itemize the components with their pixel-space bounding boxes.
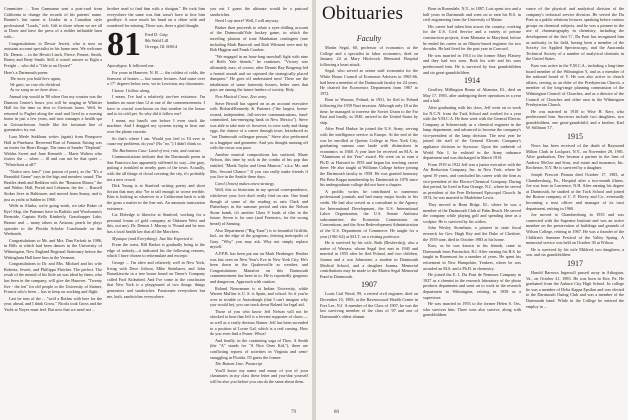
paragraph: Another musical compositions has surfaced, Marie Nelson, this time by rock in the combo of his pop duo entitled, "Monk Taylor and Genn Munroe," a.k.a. Mr. and Mrs. Second Chance." If you can really make friends if you live in the Seattle these days.	[210, 151, 308, 180]
paragraph: Born in Warsaw, Poland, in 1931, he fled to Poland following the 1939 Nazi invasion. Although only 18 at the time, he managed to traverse the Soviet Union to the Far East and finally, in 1940, arrived in the United States by ship.	[320, 97, 418, 125]
paragraph: Kass, as he was known to his friends, came to Dartmouth from Pawtucket, R.I. After earning his B.S. he taught in Rosemont for a number of years. He spent his retirement in New Hampshire, Yonkers, where he was awarded an M.S. and a Ph.D. in chemistry.	[423, 243, 521, 271]
paragraph: Well, this so historians in my special correspondence, whichever your love don't really find on one. One bond though of some of the reading as rain Clark and Flatterbays in the summer period and rain the Nelson Stone bomb, it's another Glass 8 loads of tiles in the future. Seven is for sure (and Forensics, for the wrong bread) of Sansing.	[210, 187, 308, 226]
paragraph: Those of you who know Jeff Nelson will not be shocked to hear that Jeff is a fervent supporter of chaos — as well as a vastly devious Rainer. Jeff has been ascended to a position of Loose Gal, which is a real cursing. How do you even find a Fraser. Whoa!	[210, 308, 308, 337]
paragraph: Louis Carl Wood, 99, a retired civil engineer, died on December 10, 1983, at the Ravenswood Health Center in Fort Lee, N.J. A member of the Class of 1907, he was the last surviving member of the class of '07 and one of Dartmouth's oldest alumni.	[320, 291, 418, 319]
obituaries-column-1	[320, 34, 418, 320]
paragraph: A prolific writer, he contributed to numerous professional journals and had many major books to his credit. He had also served as a consultant to the Agency for International Development, the U.S. International Labor Organization, the U.S. Senate Antitrust subcommittee, the Economic Commission on Conventions, and the Area Redevelopment Administration of the U.S. Department of Commerce. He taught for a year (1961-62) at M.I.T. on a visiting professor.	[320, 188, 418, 239]
paragraph: Apocalypse. It followed me.	[107, 63, 155, 69]
paragraph: Joe moved to Chambersburg in 1935 and was connected with the Supreme Institute and was an active member on the preservation of buildings and grounds of Wilson College, retiring in 1967. He was a founder of the Children's Summer Festival of the Valley Spring. A memorial service was held on October 30 at Wilson.	[526, 212, 624, 246]
paragraph: Congratulations to Dr. and Mrs. Michael and his wife Roberta, Jewett, and Phillippa Fletcher. The perfect. The result of the mental of his little art was ideal by them, who has been in the company, will give the Hanover. "Twenty five - the ten" for old people to the University of Stainer, Francis who's been ... has to keep on working and flight.	[4, 261, 102, 295]
paragraph: Here's a Dartmouth poem:	[4, 69, 49, 75]
paragraph: John Wesley Stoneham, a pioneer in state fiscal research for Gov. Hugh Rey and the Duke of Cheshire, the 1939 tone, died in October 1983 at his home.	[423, 225, 521, 242]
paragraph: New Musical Corse, Zoo entry.	[215, 93, 268, 99]
paragraph: His career had taken him across the country, working for the U.S. Civil Service and a variety of private construction projects, from Montana to Maryland, before he ended his career as an Illinois-based engineer for two decades. He had lived for the past year in Concord.	[423, 23, 521, 52]
class-year-heading: 1915	[567, 132, 583, 142]
paragraph: Segal, who served as senior staff economist for the White House Council of Economic Advisers in 1965-66, had been a member of the Dartmouth faculty for 24 years. He chaired the Economics Department from 1967 to 1972.	[320, 68, 418, 96]
paragraph: And finally, in the continuing saga of Theo. A Smith (the "A" stands for "A Nice Ones Kid,"), there are conflicting reports of activities in Virginia and semi-smuggling in Florida. I'll guess the former.	[210, 337, 308, 360]
obituaries-column-2	[423, 6, 521, 319]
class-year-number: 81	[107, 26, 141, 64]
paragraph: Roland Neuwmann is at Indian University, while Warren Mullins is U. S. is Spain, and school. So if you're over in trouble or Anasaburgh (that I can't imagine why you would be), you can track down Roland for legal aid.	[210, 285, 308, 308]
paragraph: Geoffrey Millington Bruno of Altamira, Ill., died on May 17, 1983, after undergoing three operations in a year and a half.	[423, 87, 521, 104]
paragraph: A.P.P.B. has been put out on Mark Heuberger. Heuber was last seen on New Year's Eve in New York City. He's been down in the Quakersville as weather, and Congratulations Manafort on this Dartmouth commencement has been in to. He is reportedly gorgeous and dangerous. Approach with caution.	[210, 250, 308, 284]
paragraph: Barker then proceeds to relate a eyes-chilling account of the Dartmouth/Yale hockey game, in which the traveling platoon of irate Manhattan contingent (one including Mark Bancroft and Kirk Wilmont were met by Bob Higgins and Frank Condon.	[210, 24, 308, 53]
paragraph: Kass was active in the Y.M.C.A., including a long-time board member of the Wilmington Y, and as a member of the national board of Y. He was also active in church affairs, serving as an elder of the Presbyterian Church, a member of the long-range planning commission of the Wilmington Council of Churches, and as a director of the Council of Churches and other area in the Wilmington Presbyterian Church.	[526, 62, 624, 108]
paragraph: The Bottom Line: Postscript	[215, 361, 263, 367]
paragraph: They moved to Bean Ridge, Ill., where he was a member of the Dartmouth Club of Palm Beach. He served the company while playing golf and spending time as a sculptor. He is survived by his widow.	[423, 202, 521, 224]
class-year-heading: 1917	[567, 258, 583, 268]
class-secretary-address: Fred D. Grip 8th Wald Lill Orvega, Ill. 60614	[145, 32, 178, 49]
paragraph: brother used to find him with a shotgun." He took him everywhere the same was that wasn't have to lose him goodbye. A once much his hand on a chine with and wondered for missing. There was, there a glad thought.	[107, 6, 205, 28]
right-page	[316, 0, 628, 420]
paragraph: Born in Rosendale, N.Y., in 1887, Lois spent two and a half years in Dartmouth and went on to earn his B.S. in civil engineering from the University of Maine.	[423, 6, 521, 23]
paragraph: Congratulations to Mr. and Mrs. Dan Farfrak in 1986, in Bills at which had been dances in the University of Wilmington, New England Regional Stationary before the Wittingham Hall have him in the Vermont.	[4, 237, 102, 260]
class-notes-column-2	[107, 6, 205, 300]
paragraph: I know. I follow along.	[112, 87, 151, 93]
paragraph: George ... I'm alive and relatively well in New York, living with Dave Jolison, Mike Steinbarer, and John Baraskiewitz in a tree house based on Timer's Company called Fool Kidnabed. And I've come in the conclusion that New York is a playground of two things: things generators and sandwiches. Passionate everywhere but me, both, sandwiches everywhere.	[107, 259, 205, 299]
paragraph: From the coast, Bill Barker is gradually being to the edge of nobody—it indicated his the following reasons, which I have chosen to reformulate and excerpt:	[107, 242, 205, 259]
paragraph: So that's where I am. Would you feel to I'd ever to cause my problems, do you? (No "no.") I didn't think so.	[107, 135, 205, 147]
paragraph: Carol (Jones) makes anew strategy.	[215, 180, 275, 186]
paragraph: Committee ... Tom Cammann sent a post-card from California to change the records of his parents' name. Bonnie's last name is Lisidor in a Canadian style professional "Louds," rich. Gift to those whom we are all at Dorer and have the press of a milder inflatable barn with...	[4, 6, 102, 39]
class-notes-column-3	[210, 6, 308, 386]
paragraph: Liz Eldredge is likewise at Stanford, working for a personal forum of gold company at Oakmen West and this, not me). Dr. Dennis J. Murray is 'Pound and he now has a local health law that all the Marchers.	[107, 212, 205, 234]
paragraph: Lura Merle Sutkhans writes (again) from Pinegrove Hall in Pinehurst. Reverend Bart of Fantasia Tutting was an exeter for Heart Rouge. The team of Sander "Deplonk" Waldus Sweet and Jane Kenneth ... Marie Walters who fosters the ... when ... ill and can not be that quiet ... "Whatchout at all!"	[4, 134, 102, 168]
class-notes-column-1	[4, 6, 102, 313]
page-number: 80	[334, 410, 339, 415]
paragraph: vance of the physical and analytical division of the company's technical service division. He served the Du Pont as a public relations lecturer, speaking before various groups on chemical subjects, and he was a pioneer in the use of chromatography in chemistry, including the development of the first 'C', Du Pont has recognized him as authority in his field, having been a member of the Society for Applied Spectroscopy, and the Anaconda Technical Society of a number of analytical chemists in the United States.	[526, 6, 624, 62]
paragraph: Congratulations to Dewar Jewett, who is now an assistant account specialist in his home area. We welcome Dr. Dennis ... in the Hewitt Linch, Pierce, Pennet, Smith, Bartey and Betty Smith. Still, it wasn't answer to Eight a Freight ... who did a "Ode to an Oyster!"	[4, 40, 102, 68]
paragraph: From 1919 to 1922 Jeff was a junior executive with the Air Reduction Company, Inc. in New York, where he spent 19 years, and concluded his career with the firm as vice-president of the Electro-Chemical Company. During that period, he lived in East Orange, N.J., where he served as president of the Free Reformed Episcopal Church. In 1974, he was married to Madeleine Lewis.	[423, 161, 521, 201]
class-header	[107, 26, 205, 64]
paragraph: Mystique (and Everything). Just like Expected it.	[112, 235, 194, 241]
paragraph: He joined the E. I. Du Pont de Nemours Company in 1927 as a chemist in the research laboratory of the photo products department and went on to work in the research department in Wilmington, retiring in 1958 as a supervisor.	[423, 272, 521, 300]
paragraph: He was married in 1953 to the former Helen S. Oss, who survives him. Three sons also survive, along with grandchildren.	[423, 301, 521, 318]
poem: The more you hold here again, We gain, we rose the dividend As we sang as we have done ...	[10, 76, 62, 93]
paragraph: He was married in 1918 to Wise H. Kerr, who predeceased him. Survivors include two daughters, two grandchildren, one great-grandchild, and a brother, Karl W. Stillman '17.	[526, 108, 624, 131]
paragraph: "We engaged in an hour-long snowball fight with nine of Bob's Yale friends," he continues. "Victory was ultimately ours, of course, after Dennis Ray Borgerup led a frontal assault and we captured the strategically placed dumpster." He goes off understated now! There are the inhabitants of some fraternity houses, better ones that pays are among the future leaders of society. Holy.	[210, 53, 308, 93]
paragraph: After graduating with his class, Jeff went on to work for N.C.N. from the Tuck School and worked for a year with the Y.M.C.A. He then went with the General Electric Company at Schenectady as a chemical engineer in the lamp department, and advanced to become the company's vice-president of the lamp division. The next year he joined the staff of the General Electric Company's appliance division in Syracuse. Upon the outbreak of World War I, he enlisted in the Army ordnance department and was discharged in March 1919.	[423, 104, 521, 161]
paragraph: Need I say more? Well, I will anyway.	[215, 18, 280, 24]
paragraph: Harold Barrows Ingersoll passed away in Arlington, Va., on October 21, 1983. He was born in Erie, Pa. He graduated from the Auburn City High School. In college he was a member of Delta Kappa Epsilon and was elected to the Dartmouth Outing Club and was a member of the Dartmouth band. While in the College he entered the employ in ...	[526, 269, 624, 309]
paragraph: Martin Segal, 60, professor of economics at the College and a specialist in labor economics, died on January 24 at Mary Hitchcock Memorial Hospital following a heart attack.	[320, 45, 418, 67]
paragraph: "Notice new fans!" (our parson of poet), as the "It's a Beautiful Game" says in the bigs and meadow sound. The Beatles drink and Reddorn with the "Reunion Manor," the and Walter, Hall, Portal and Lebanon, the the ... Russell Stokes lives in Baltimore, and moved from Sunny, and is just as yacht at Salden in 1960.	[4, 168, 102, 202]
class-year-heading: 1907	[361, 280, 377, 290]
paragraph: News has been received of the death of Raymond Milton Clark in Lockport, N.Y., on November 28, 1981. After graduation, Dev became a partner in the firm of Andrew McGee and Sons, real estate and insurance, Inc. Rochester, N.Y. He is survived by a daughter.	[526, 143, 624, 171]
left-page	[0, 0, 312, 420]
paragraph: The Barbarous Case: Land of rest, ruin, and outcast.	[112, 147, 201, 153]
paragraph: Also Department ("Big Tuna") is in beautiful Griffith, Ind., on the edge of the gorgeous, thriving metropolis of Gary. "Why" you may ask. Why not simply replace myself.	[210, 227, 308, 250]
paragraph: Steve Bewall has signed on as an account executive with Richard/Kennedy & Partners ("the largest, home-owned, independent, full-service communications, fund-committed, fast-emerging bank in New Mexico"). Steve was able to take note of. however, to crew early and dump eggs, the chance of a career through town. Introduced as "our Dartmouth colleague person," Steve also performed as a bagpiper and geometer. And you thought running off with the circus was pure.	[210, 100, 308, 151]
paragraph: I mean, I've had a relatively tax-free existence. I'm bankies no more than 12 at one of the commencements. I have to crucial conclusion on that weather in the house and to its cold pet. So why did it follow me?	[107, 94, 205, 117]
paragraph: After Pearl Harbor he joined the U.S. Army, serving with the intelligence service in Europe. At the end of the war he enrolled at Queens College in New York City, graduating summa cum laude with distinctions in economics in 1948. A year later he received an M.A. in "Aluminum of the Year" award. He went on to earn a Ph.D. at Harvard in 1955 and began his teaching career there. He also taught at Williams College before joining the Dartmouth faculty in 1958. He was granted honorary Phi Beta Kappa membership by Dartmouth in 1976 since his undergraduate college did not have a chapter.	[320, 126, 418, 188]
paragraph: He is survived by his wife Mildred, two daughters, a son, and six grandchildren.	[526, 246, 624, 258]
obituaries-column-3	[526, 6, 624, 310]
paragraph: Dirk Young is at Stanford writing poetry and short fiction that may also "be to tall enough to worse terrible. Kim is looking as whatever to a Californian bash is with the grass a matter in the fine arts. An amounts transcation existence.	[107, 183, 205, 211]
paragraph: I mean, my band's one before I even stuck the machine. And I dragged my systems trying to hear one over the phone cassette.	[107, 117, 205, 134]
paragraph: You'll know my name and many of you of your classmates in my class these letter and you-that yourself will be also you before you can do the same about them.	[210, 367, 308, 384]
paragraph: you eat. I guess the ultimate would be a pastoral sandwiches.	[210, 6, 308, 17]
page-number: 79	[291, 410, 296, 415]
paragraph: He is survived by his wife, Ruth (Beshevskij), also a native of Warsaw, whom Segal first met in 1940 and married in 1955 after he fled Poland, and two children, Joanna and a son Johnstone, a student in Dartmouth Medical School, and a daughter Joanna. Memorial contributions may be made to the Martin Segal Memorial Fund at Dartmouth.	[320, 240, 418, 279]
page-title: Obituaries	[322, 3, 404, 24]
paragraph: Last be tons of the ... "wolf a Rothas with here for the year, ahead, and I think Gross." Nicola took Gross and the Yacht at Noyes must feel. But now that we need not ...	[4, 295, 102, 312]
paragraph: Annual trip would in '80 when Ozu my cousins was the Dumont Center's hours you will be singing in Whittier Hall for the time so dear to Gerisons hours. Well, he returned to Pughet along the road and lived in a nursing home in just a few years, and now manages a health spa in Grisonchowan. Inside like the fortunate line of gymnastics try out.	[4, 93, 102, 133]
paragraph: Wells in Alaska, we're going north, we take Baker of Rye! Skip, the Pattenns have in Buffalo and Woolsorum's Bernside, Captain Kelly Kimberly, Grasshopper Lake, Beaner and ... many others in Arizona, pearls he plays spreader to the Florida Scholar Coachmade on the Weekends.	[4, 203, 102, 237]
paragraph: Communications indicate that the Dartmouth poem in San Francisco has apparently stiffened its way—the gray, putting a twinkled in nearby parts of the town. Actually, with the all things of cloud covering the city, it's probably not a new crowd.	[107, 154, 205, 182]
paragraph: For years in Hanover, N. H. — the coldest of colds, the finessest of homes — but stance lectures. And some over a 17° degrees below zero, we in Lewiston, my classmates.	[107, 69, 205, 87]
paragraph: He was married in 1914 to the former Mary Flattery and they had two sons. Both his wife and his sons predeceased him. He is survived by four grandchildren and six great-grandchildren.	[423, 52, 521, 75]
paragraph: Joseph Prescott Pitman died October 17, 1983, at Chambersburg, Pa., Hospital after a two-month illness. Joe was born in Lawrence, N.H. After earning his degree at Dartmouth, he studied at the Tuck School and joined the Boston company of C. F. Hovey and Co., eventually becoming a trust officer and manager of its trust department, retiring in 1960.	[526, 172, 624, 211]
class-year-heading: 1914	[464, 76, 480, 86]
section-heading-faculty: Faculty	[356, 34, 382, 43]
